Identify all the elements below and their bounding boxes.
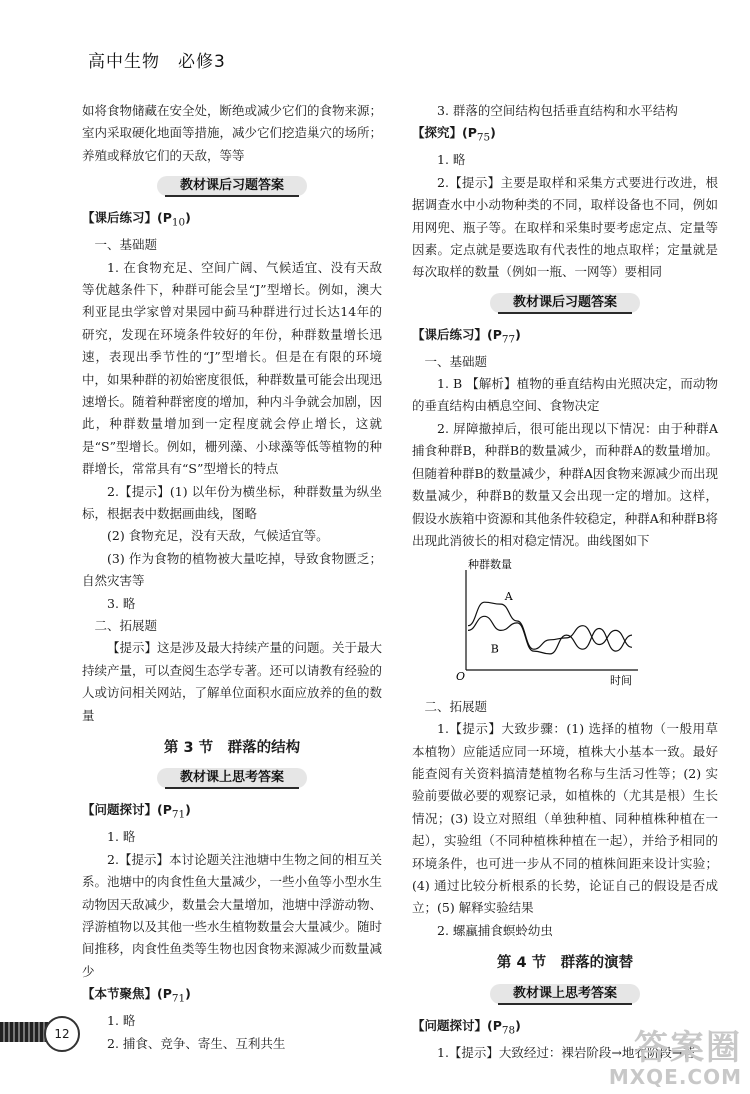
watermark-url: MXQE.COM (608, 1065, 742, 1089)
exercise-label: 【课后练习】$(P_{10})$ (82, 210, 191, 229)
population-curve-chart (452, 556, 642, 686)
section-title: 第 4 节 群落的演替 (496, 955, 634, 972)
answer-item: 1.【提示】大致经过：裸岩阶段→地衣阶段→苔 (437, 1044, 695, 1060)
answer-item: 2.【提示】(1) 以年份为横坐标，种群数量为纵坐标，根据表中数据画曲线，图略 (82, 483, 382, 521)
paragraph: 如将食物储藏在安全处，断绝或减少它们的食物来源；室内采取硬化地面等措施，减少它们挖造巢穴的场所；养殖或释放它们的天敌，等等 (82, 103, 383, 163)
watermark-text: 答案圈 (634, 1028, 742, 1068)
page-number: 12 (44, 1016, 80, 1052)
exercise-label: 【本节聚焦】$(P_{71})$ (82, 986, 191, 1005)
left-column (82, 100, 382, 1055)
subheading: 二、拓展题 (94, 618, 158, 634)
banner-title: 教材课上思考答案 (512, 985, 617, 1001)
watermark-logo (609, 1030, 742, 1088)
subheading: 一、基础题 (424, 353, 488, 369)
banner-title: 教材课后习题答案 (179, 178, 284, 194)
section-banner (157, 173, 307, 199)
section-title: 第 3 节 群落的结构 (163, 740, 301, 757)
exercise-label: 【问题探讨】$(P_{78})$ (412, 1017, 521, 1037)
answer-item: 3. 群落的空间结构包括垂直结构和水平结构 (437, 103, 678, 118)
answer-item: 1. B 【解析】植物的垂直结构由光照决定，而动物的垂直结构由栖息空间、食物决定 (412, 376, 718, 414)
exercise-label: 【课后练习】$(P_{77})$ (412, 326, 521, 346)
answer-item: 2.【提示】本讨论题关注池塘中生物之间的相互关系。池塘中的肉食性鱼大量减少，一些小鱼等小型水生动物因天敌减少，数量会大量增加，池塘中浮游动物、浮游植物以及其他一些水生植物数量会大量减少。随时间推移，肉食性鱼类等生物也因食物来源减少而数量减少 (82, 851, 383, 979)
answer-item: 1. 在食物充足、空间广阔、气候适宜、没有天敌等优越条件下，种群可能会呈“J”型增长。例如，澳大利亚昆虫学家曾对果园中蓟马种群进行过长达14年的研究，发现在环境条件较好的年份，种群数量增长迅速，表现出季节性的“J”型增长。但是在有限的环境中，如果种群的初始密度很低，种群数量可能会出现迅速增长。随着种群密度的增加，种内斗争就会加剧，因此，种群数量增加到一定程度就会停止增长，这就是“S”型增长。例如，栅列藻、小球藻等低等植物的种群增长，常常具有“S”型增长的特点 (82, 259, 383, 477)
answer-item: 2. 捕食、竞争、寄生、互利共生 (107, 1035, 286, 1051)
section-banner (490, 290, 640, 316)
answer-item: 2. 螺蠃捕食螟蛉幼虫 (437, 922, 553, 938)
answer-item: 【提示】这是涉及最大持续产量的问题。关于最大持续产量，可以查阅生态学专著。还可以请教有经验的人或访问相关网站，了解单位面积水面应放养的鱼的数量 (82, 640, 383, 723)
page-edge-bar (0, 1022, 50, 1042)
answer-item: 1.【提示】大致步骤：(1) 选择的植物（一般用草本植物）应能适应同一环境，植株大小基本一致。最好能查阅有关资料搞清楚植物名称与生活习性等；(2) 实验前要做必要的观察记录，如植株的（尤其是根）生长情况；(3) 设立对照组（单独种植、同种植株种植在一起），实验组（不同种植株种植在一起），并给予相同的环境条件，也可进一步从不同的植株间距来设计实验；(4) 通过比较分析根系的长势，论证自己的假设是否成立；(5) 解释实验结果 (412, 721, 718, 916)
answer-item: 1. 略 (107, 1013, 136, 1029)
answer-item: (2) 食物充足，没有天敌，气候适宜等。 (107, 528, 329, 544)
page-header: 高中生物 必修3 (88, 52, 226, 72)
exercise-label: 【问题探讨】$(P_{71})$ (82, 802, 191, 821)
answer-item: 1. 略 (437, 152, 466, 168)
origin-label: O (456, 670, 466, 684)
section-banner (490, 981, 640, 1007)
exercise-label: 【探究】$(P_{75})$ (412, 125, 496, 144)
banner-title: 教材课后习题答案 (512, 294, 617, 310)
series-label-A: A (504, 590, 513, 604)
answer-item: 3. 略 (107, 595, 136, 611)
answer-item: 1. 略 (107, 829, 136, 845)
x-axis-label: 时间 (610, 674, 632, 687)
subheading: 二、拓展题 (424, 698, 488, 714)
y-axis-label: 种群数量 (468, 558, 512, 572)
answer-item: (3) 作为食物的植物被大量吃掉，导致食物匮乏；自然灾害等 (82, 550, 382, 589)
banner-title: 教材课上思考答案 (179, 770, 284, 786)
subheading: 一、基础题 (94, 237, 158, 253)
answer-item: 2.【提示】主要是取样和采集方式要进行改进，根据调查水中小动物种类的不同，取样设备也不同，例如用网兜、瓶子等。在取样和采集时要考虑定点、定量等因素。定点就是要选取有代表性的地点取样；定量就是每次取样的数量（例如一瓶、一网等）要相同 (412, 174, 718, 280)
section-banner (157, 765, 307, 791)
right-column (412, 100, 718, 1064)
series-label-B: B (490, 642, 499, 656)
answer-item: 2. 屏障撤掉后，很可能出现以下情况：由于种群A捕食种群B，种群B的数量减少，而种群A的数量增加。但随着种群B的数量减少，种群A因食物来源减少而出现数量减少，种群B的数量又会出现一定的增加。这样，假设水族箱中资源和其他条件较稳定，种群A和种群B将出现此消彼长的相对稳定情况。曲线图如下 (412, 420, 718, 548)
